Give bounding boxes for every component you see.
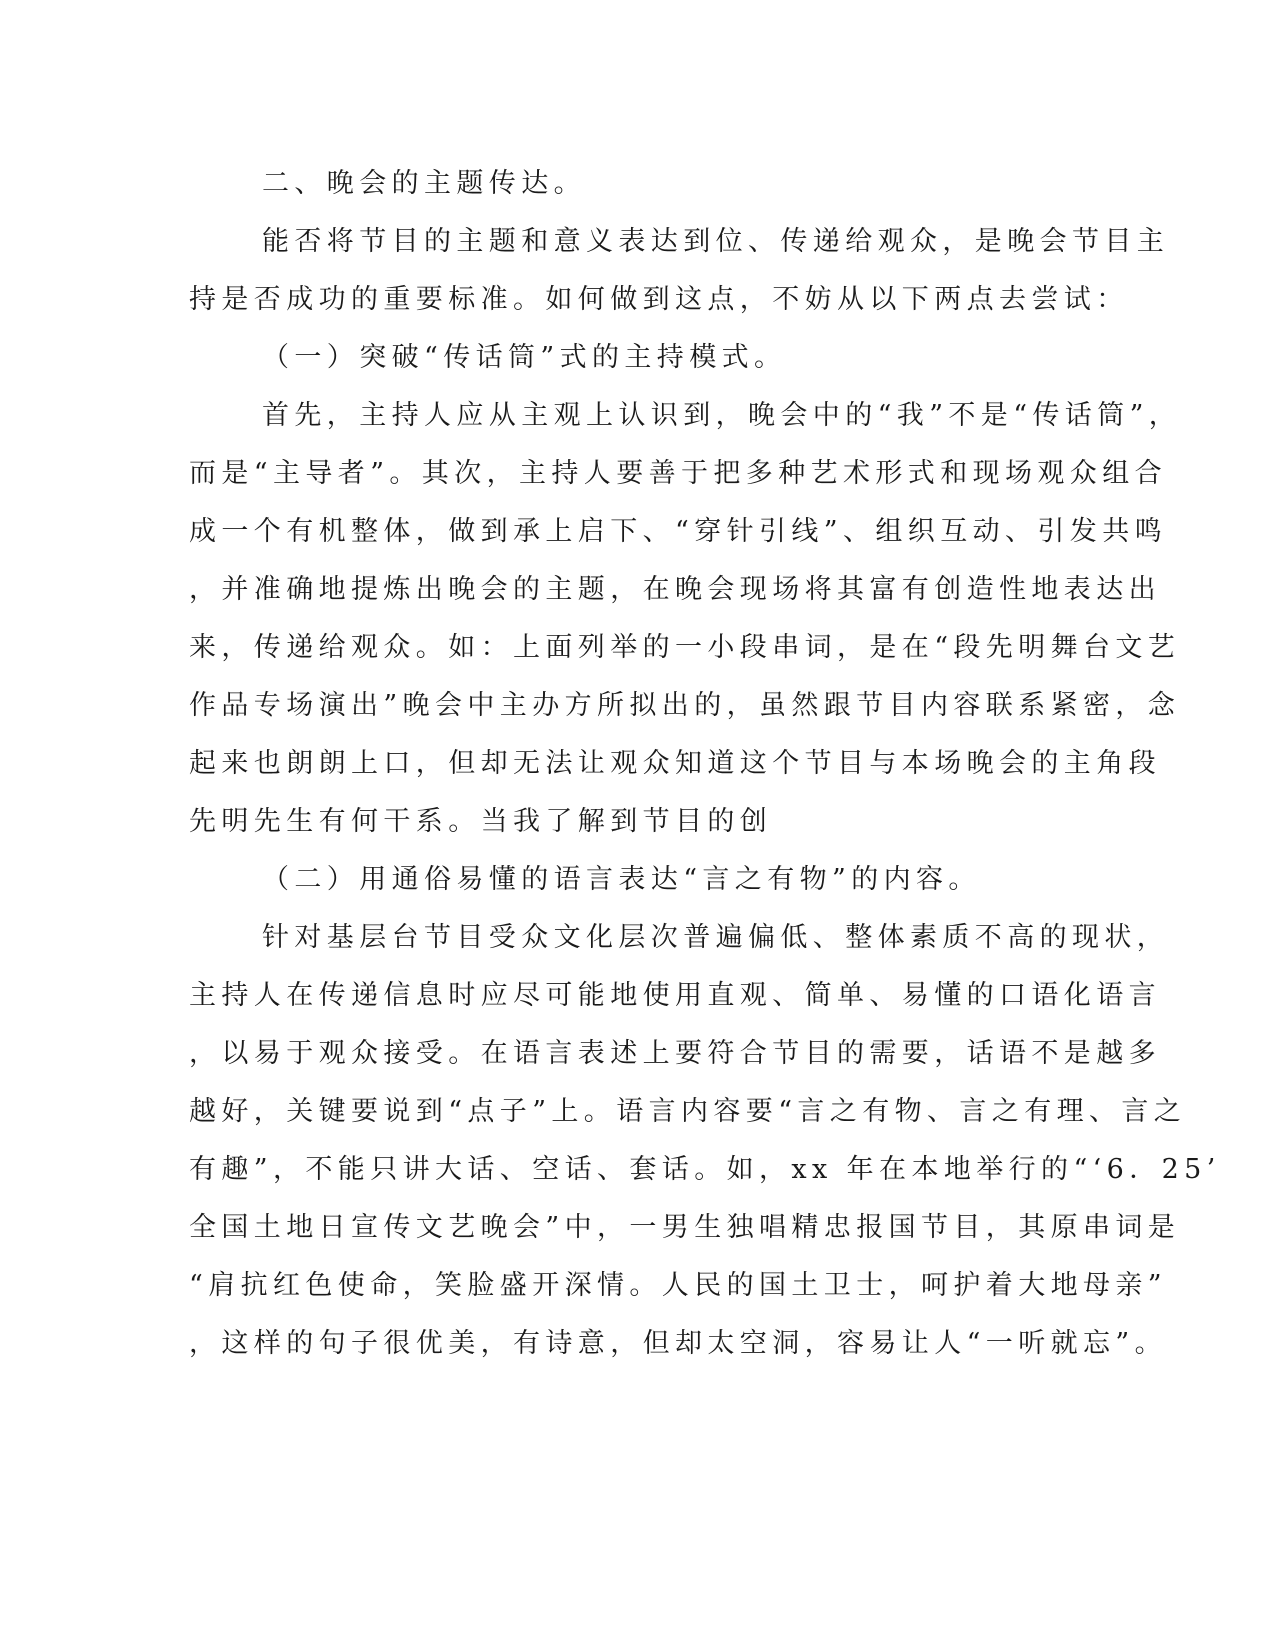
paragraph-line: 作品专场演出”晚会中主办方所拟出的，虽然跟节目内容联系紧密，念 xyxy=(189,690,1181,721)
paragraph-line: 主持人在传递信息时应尽可能地使用直观、简单、易懂的口语化语言 xyxy=(189,980,1161,1011)
paragraph-line: 越好，关键要说到“点子”上。语言内容要“言之有物、言之有理、言之 xyxy=(189,1096,1187,1127)
paragraph-line: 全国土地日宣传文艺晚会”中，一男生独唱精忠报国节目，其原串词是 xyxy=(189,1212,1181,1243)
paragraph-line: 来，传递给观众。如：上面列举的一小段串词，是在“段先明舞台文艺 xyxy=(189,632,1181,663)
paragraph-line: ，这样的句子很优美，有诗意，但却太空洞，容易让人“一听就忘”。 xyxy=(189,1328,1168,1359)
paragraph-line: 先明先生有何干系。当我了解到节目的创 xyxy=(189,806,773,837)
paragraph-line: 而是“主导者”。其次，主持人要善于把多种艺术形式和现场观众组合 xyxy=(189,458,1168,489)
paragraph-line: 能否将节目的主题和意义表达到位、传递给观众，是晚会节目主 xyxy=(262,226,1170,257)
paragraph-line: ，并准确地提炼出晚会的主题，在晚会现场将其富有创造性地表达出 xyxy=(189,574,1161,605)
paragraph-line: 起来也朗朗上口，但却无法让观众知道这个节目与本场晚会的主角段 xyxy=(189,748,1161,779)
paragraph-line: 首先，主持人应从主观上认识到，晚会中的“我”不是“传话筒”， xyxy=(262,400,1182,431)
subsection-heading: （一）突破“传话筒”式的主持模式。 xyxy=(262,342,787,373)
paragraph-line: ，以易于观众接受。在语言表述上要符合节目的需要，话语不是越多 xyxy=(189,1038,1161,1069)
paragraph-line: 有趣”，不能只讲大话、空话、套话。如，xx 年在本地举行的“‘6．25’ xyxy=(189,1154,1221,1185)
section-heading: 二、晚会的主题传达。 xyxy=(262,168,586,199)
paragraph-line: 针对基层台节目受众文化层次普遍偏低、整体素质不高的现状， xyxy=(262,922,1170,953)
paragraph-line: 持是否成功的重要标准。如何做到这点，不妨从以下两点去尝试： xyxy=(189,284,1129,315)
paragraph-line: “肩抗红色使命，笑脸盛开深情。人民的国土卫士，呵护着大地母亲” xyxy=(189,1270,1168,1301)
subsection-heading: （二）用通俗易懂的语言表达“言之有物”的内容。 xyxy=(262,864,981,895)
paragraph-line: 成一个有机整体，做到承上启下、“穿针引线”、组织互动、引发共鸣 xyxy=(189,516,1168,547)
